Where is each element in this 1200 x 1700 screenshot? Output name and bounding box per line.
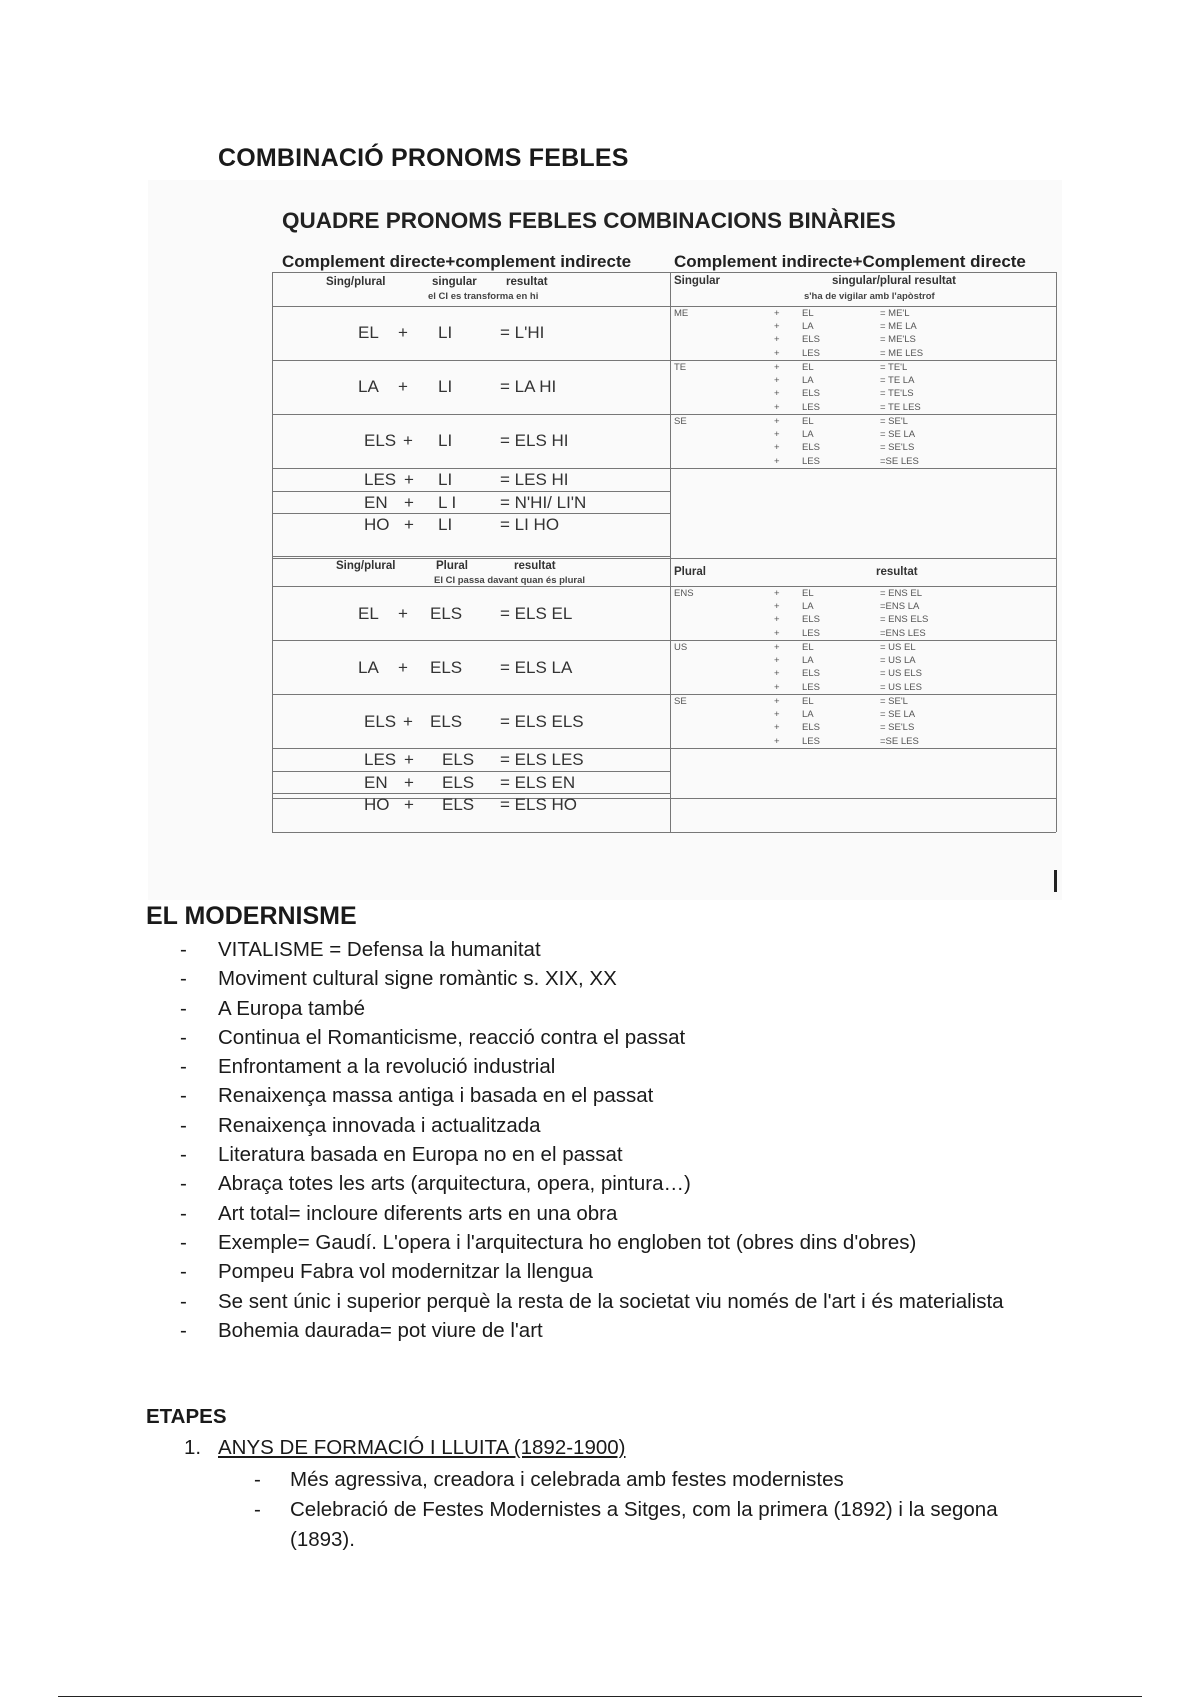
group-item: EL	[802, 308, 814, 319]
table-rule	[272, 694, 1056, 695]
plus-sign: +	[774, 388, 780, 400]
group-item: EL	[802, 696, 814, 707]
result: = ELS LES	[500, 750, 584, 769]
group-item: ELS	[802, 722, 820, 734]
group-item: EL	[802, 588, 814, 599]
group-result: = SE LA	[880, 709, 916, 721]
table-rule	[272, 360, 1056, 361]
pronoun-a: LES	[364, 470, 397, 489]
plus-sign: +	[774, 416, 780, 427]
list-item-text: Abraça totes les arts (arquitectura, opera, pintura…)	[218, 1172, 691, 1196]
pronoun-b: L I	[438, 493, 457, 512]
plus-sign: +	[774, 375, 780, 387]
list-item-text: Moviment cultural signe romàntic s. XIX, XX	[218, 967, 617, 991]
stage-1-bullet-list	[254, 1465, 1034, 1555]
group-pronoun: SE	[674, 696, 687, 707]
bullet-dash: -	[180, 1084, 187, 1108]
plus-sign: +	[404, 515, 414, 534]
plus-sign: +	[774, 429, 780, 441]
plus-sign: +	[403, 431, 413, 450]
plus-sign: +	[774, 588, 780, 599]
bullet-dash: -	[180, 1230, 187, 1254]
bullet-dash: -	[180, 1055, 187, 1079]
list-item-text: Art total= incloure diferents arts en una obra	[218, 1201, 618, 1225]
list-item	[180, 1169, 1080, 1198]
list-item-text: Renaixença innovada i actualitzada	[218, 1113, 541, 1137]
col-head-note: el CI es transforma en hi	[428, 291, 539, 302]
result: = ELS EN	[500, 773, 576, 792]
list-item	[180, 1316, 1080, 1345]
group-result: = TE LA	[880, 375, 915, 387]
plus-sign: +	[774, 347, 780, 359]
pronoun-a: ELS	[364, 431, 397, 450]
group-result: =ENS LA	[880, 601, 920, 613]
group-item: LES	[802, 735, 820, 747]
plus-sign: +	[774, 722, 780, 734]
table-rule	[272, 798, 1056, 799]
list-item	[180, 1140, 1080, 1169]
plus-sign: +	[774, 334, 780, 346]
table-rule	[272, 793, 670, 794]
plus-sign: +	[398, 658, 408, 677]
bullet-dash: -	[180, 1113, 187, 1137]
list-item-text: VITALISME = Defensa la humanitat	[218, 938, 541, 961]
pronoun-a: EL	[358, 604, 379, 623]
bullet-dash: -	[180, 1025, 187, 1049]
plus-sign: +	[774, 455, 780, 467]
result: = ELS HO	[500, 795, 578, 814]
pronoun-b: ELS	[442, 795, 475, 814]
list-item	[180, 935, 1080, 964]
plus-sign: +	[404, 773, 414, 792]
group-result: = US LES	[880, 681, 922, 693]
group-result: =SE LES	[880, 455, 919, 467]
group-pronoun: TE	[674, 362, 687, 373]
modernisme-bullet-list	[180, 935, 1080, 1345]
bullet-dash: -	[180, 1289, 187, 1313]
table-title: QUADRE PRONOMS FEBLES COMBINACIONS BINÀRIES	[282, 208, 896, 233]
list-item	[254, 1495, 1034, 1555]
pronoun-b: ELS	[442, 773, 475, 792]
list-item	[180, 1023, 1080, 1052]
plus-sign: +	[774, 362, 780, 373]
text-cursor	[1054, 870, 1057, 892]
pronoun-b: LI	[438, 470, 453, 489]
pronoun-a: LA	[358, 377, 379, 396]
group-result: = SE LA	[880, 429, 916, 441]
group-result: = US LA	[880, 655, 916, 667]
group-pronoun: ENS	[674, 588, 694, 599]
col-head-plural-right: Plural	[674, 566, 706, 578]
group-result: = TE'LS	[880, 388, 914, 400]
list-item-text: Se sent únic i superior perquè la resta de la societat viu només de l'art i és materialista	[218, 1289, 1004, 1313]
plus-sign: +	[404, 493, 414, 512]
group-item: LA	[802, 321, 814, 333]
scanned-table-image	[148, 180, 1062, 900]
table-rule	[272, 491, 670, 492]
table-rule	[1056, 272, 1057, 832]
bullet-dash: -	[180, 1318, 187, 1342]
table-rule	[272, 306, 1056, 307]
left-column-heading: Complement directe+complement indirecte	[282, 252, 632, 271]
plus-sign: +	[774, 696, 780, 707]
bullet-dash: -	[180, 1260, 187, 1284]
pronoun-b: ELS	[442, 750, 475, 769]
pronoun-b: ELS	[430, 604, 463, 623]
plus-sign: +	[774, 601, 780, 613]
pronoun-a: LES	[364, 750, 397, 769]
list-item	[180, 994, 1080, 1023]
plus-sign: +	[398, 323, 408, 342]
group-item: LA	[802, 655, 814, 667]
group-item: ELS	[802, 614, 820, 626]
group-result: = ENS ELS	[880, 614, 929, 626]
group-item: LA	[802, 375, 814, 387]
plus-sign: +	[774, 668, 780, 680]
list-item	[180, 964, 1080, 993]
pronoun-b: ELS	[430, 658, 463, 677]
result: = ELS ELS	[500, 712, 584, 731]
pronoun-a: LA	[358, 658, 379, 677]
list-item-text: Exemple= Gaudí. L'opera i l'arquitectura ho engloben tot (obres dins d'obres)	[218, 1230, 917, 1254]
group-item: EL	[802, 362, 814, 373]
col-head-note-2: El CI passa davant quan és plural	[434, 575, 585, 586]
pronoun-a: EL	[358, 323, 379, 342]
result: = L'HI	[500, 323, 545, 342]
list-item	[180, 1287, 1080, 1316]
list-item	[180, 1081, 1080, 1110]
list-item-text: Pompeu Fabra vol modernitzar la llengua	[218, 1260, 593, 1284]
group-item: LES	[802, 681, 820, 693]
plus-sign: +	[774, 735, 780, 747]
group-item: LA	[802, 601, 814, 613]
table-rule	[272, 771, 670, 772]
table-rule	[272, 832, 1056, 833]
section-title-modernisme: EL MODERNISME	[146, 902, 357, 930]
group-result: = ME LA	[880, 321, 917, 333]
pronoun-a: EN	[364, 493, 388, 512]
group-result: = SE'LS	[880, 442, 915, 454]
group-result: = ME LES	[880, 347, 924, 359]
pronoun-a: HO	[364, 515, 390, 534]
table-rule	[272, 640, 1056, 641]
result: = LES HI	[500, 470, 569, 489]
group-item: LES	[802, 347, 820, 359]
plus-sign: +	[404, 795, 414, 814]
page-title: COMBINACIÓ PRONOMS FEBLES	[218, 144, 629, 172]
list-item	[180, 1199, 1080, 1228]
result: = ELS HI	[500, 431, 569, 450]
group-pronoun: ME	[674, 308, 689, 319]
plus-sign: +	[774, 308, 780, 319]
group-result: = SE'L	[880, 696, 908, 707]
pronoun-a: HO	[364, 795, 390, 814]
col-head-resultat: resultat	[506, 276, 548, 288]
col-head-singular-right: Singular	[674, 275, 721, 287]
plus-sign: +	[403, 712, 413, 731]
bullet-dash: -	[180, 1172, 187, 1196]
plus-sign: +	[774, 442, 780, 454]
table-rule	[272, 748, 1056, 749]
list-item-text: Celebració de Festes Modernistes a Sitges, com la primera (1892) i la segona (1893).	[290, 1498, 998, 1551]
bullet-dash: -	[180, 996, 187, 1020]
plus-sign: +	[774, 709, 780, 721]
plus-sign: +	[774, 401, 780, 413]
group-item: ELS	[802, 442, 820, 454]
pronoun-b: LI	[438, 323, 453, 342]
plus-sign: +	[774, 614, 780, 626]
list-item-text: Enfrontament a la revolució industrial	[218, 1055, 556, 1079]
group-result: = SE'L	[880, 416, 908, 427]
col-head-sing-plural: Sing/plural	[326, 276, 386, 288]
result: = LA HI	[500, 377, 557, 396]
group-item: ELS	[802, 668, 820, 680]
result: = LI HO	[500, 515, 560, 534]
group-pronoun: US	[674, 642, 688, 653]
result: = ELS EL	[500, 604, 573, 623]
table-rule	[272, 556, 670, 557]
col-head-plural: Plural	[436, 560, 468, 572]
group-result: = TE'L	[880, 362, 908, 373]
pronoun-b: LI	[438, 515, 453, 534]
table-rule	[272, 586, 1056, 587]
bullet-dash: -	[180, 1143, 187, 1167]
group-result: =ENS LES	[880, 627, 926, 639]
col-head-result-right: singular/plural resultat	[832, 275, 956, 287]
list-item	[180, 1228, 1080, 1257]
list-item-text: Continua el Romanticisme, reacció contra el passat	[218, 1025, 686, 1049]
plus-sign: +	[774, 321, 780, 333]
table-rule	[272, 468, 1056, 469]
group-item: LES	[802, 627, 820, 639]
group-item: LA	[802, 709, 814, 721]
pronoun-a: EN	[364, 773, 388, 792]
plus-sign: +	[398, 377, 408, 396]
list-item	[180, 1111, 1080, 1140]
list-item-text: Més agressiva, creadora i celebrada amb festes modernistes	[290, 1468, 844, 1491]
plus-sign: +	[774, 627, 780, 639]
plus-sign: +	[774, 642, 780, 653]
bullet-dash: -	[180, 967, 187, 991]
list-item	[254, 1465, 1034, 1495]
group-result: = TE LES	[880, 401, 921, 413]
pronoun-a: ELS	[364, 712, 397, 731]
table-rule	[272, 513, 670, 514]
group-item: LES	[802, 455, 820, 467]
col-head-resultat-right: resultat	[876, 566, 918, 578]
list-item-text: Bohemia daurada= pot viure de l'art	[218, 1318, 543, 1342]
group-result: = ME'L	[880, 308, 910, 319]
group-item: EL	[802, 416, 814, 427]
plus-sign: +	[774, 655, 780, 667]
bullet-dash: -	[180, 1201, 187, 1225]
list-item-text: Renaixença massa antiga i basada en el passat	[218, 1084, 654, 1108]
table-rule	[272, 558, 1056, 559]
table-rule	[272, 414, 1056, 415]
col-head-singular: singular	[432, 276, 477, 288]
pronoun-b: ELS	[430, 712, 463, 731]
group-result: = ENS EL	[880, 588, 922, 599]
col-head-sing-plural-2: Sing/plural	[336, 560, 396, 572]
group-result: = SE'LS	[880, 722, 915, 734]
result: = N'HI/ LI'N	[500, 493, 587, 512]
bullet-dash: -	[254, 1468, 261, 1491]
stage-number: 1.	[184, 1436, 202, 1459]
group-item: LA	[802, 429, 814, 441]
list-item-text: Literatura basada en Europa no en el passat	[218, 1143, 623, 1167]
etapes-title: ETAPES	[146, 1405, 227, 1428]
group-item: ELS	[802, 334, 820, 346]
footer-divider	[58, 1696, 1142, 1697]
group-item: ELS	[802, 388, 820, 400]
group-pronoun: SE	[674, 416, 687, 427]
table-rule	[272, 272, 1056, 273]
pronoun-b: LI	[438, 431, 453, 450]
result: = ELS LA	[500, 658, 573, 677]
plus-sign: +	[404, 470, 414, 489]
group-item: EL	[802, 642, 814, 653]
list-item	[180, 1052, 1080, 1081]
list-item	[180, 1257, 1080, 1286]
list-item-text: A Europa també	[218, 996, 366, 1020]
group-result: = US EL	[880, 642, 916, 653]
stage-label: ANYS DE FORMACIÓ I LLUITA (1892-1900)	[218, 1436, 626, 1459]
group-result: = US ELS	[880, 668, 922, 680]
right-column-heading: Complement indirecte+Complement directe	[674, 252, 1026, 271]
bullet-dash: -	[180, 938, 187, 961]
group-item: LES	[802, 401, 820, 413]
plus-sign: +	[774, 681, 780, 693]
stage-1-heading	[184, 1436, 625, 1460]
pronoun-b: LI	[438, 377, 453, 396]
plus-sign: +	[398, 604, 408, 623]
col-head-resultat-2: resultat	[514, 560, 556, 572]
group-result: =SE LES	[880, 735, 919, 747]
group-result: = ME'LS	[880, 334, 916, 346]
bullet-dash: -	[254, 1498, 261, 1521]
col-head-note-right: s'ha de vigilar amb l'apòstrof	[804, 291, 935, 302]
plus-sign: +	[404, 750, 414, 769]
